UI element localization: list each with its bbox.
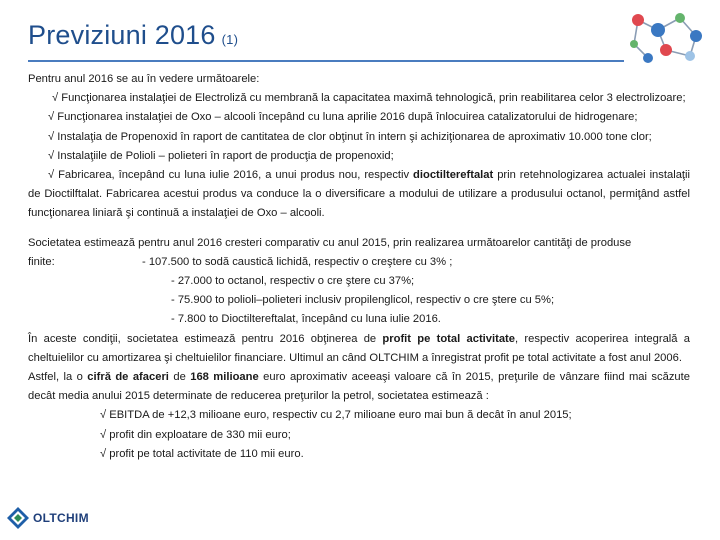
title-text: Previziuni 2016 xyxy=(28,20,216,50)
revenue-bold-2: 168 milioane xyxy=(190,371,259,384)
profit-pre: În aceste condiţii, societatea estimează pentru 2016 obţinerea de xyxy=(28,332,383,345)
result-profit-exploatare: √ profit din exploatare de 330 mii euro; xyxy=(100,428,291,441)
estimates-lead: Societatea estimează pentru anul 2016 cresteri comparativ cu anul 2015, prin realizarea următoarelor cantităţi de produse xyxy=(28,236,632,249)
bullet-dioctiltereftalat-post: prin retehnologizarea actualei instalaţii de Dioctilftalat. Fabricarea acestui produs va conduce la o diversificare a modului de utilizare a produsului octanol, permiţând astfel funcţionarea liniară şi continuă a instalaţiei de Oxo – alcooli. xyxy=(28,169,690,220)
bullet-propenoxid: √ Instalaţia de Propenoxid în raport de cantitatea de clor obţinut în intern şi achiziţionarea de aproximativ 10.000 tone clor; xyxy=(48,130,652,143)
bullet-dioctiltereftalat-bold: dioctiltereftalat xyxy=(413,169,494,182)
page-title xyxy=(28,20,238,51)
estimate-item: - 75.900 to polioli–polieteri inclusiv propilenglicol, respectiv o cre ştere cu 5%; xyxy=(171,294,555,307)
estimate-item: - 107.500 to sodă caustică lichidă, respectiv o creştere cu 3% ; xyxy=(142,255,453,268)
bullet-electroliza: √ Funcţionarea instalaţiei de Electroliză cu membrană la capacitatea maximă tehnologică, prin reabilitarea celor 3 electrolizoare; xyxy=(52,92,686,105)
profit-post: , respectiv acoperirea integrală a cheltuielilor cu amortizarea şi cheltuielilor financiare. Ultimul an când OLTCHIM a înregistrat profit pe total activitate a fost anul 2006. xyxy=(28,332,690,364)
profit-paragraph xyxy=(28,330,690,368)
revenue-bold-1: cifră de afaceri xyxy=(87,371,169,384)
title-superscript: (1) xyxy=(221,32,239,47)
content-body xyxy=(28,70,690,464)
bullet-dioctiltereftalat xyxy=(28,166,690,224)
oltchim-emblem-icon xyxy=(6,506,30,530)
oltchim-logo-text: OLTCHIM xyxy=(33,511,89,525)
oltchim-logo xyxy=(6,506,89,530)
estimate-item: - 7.800 to Dioctiltereftalat, începând cu luna iulie 2016. xyxy=(171,313,441,326)
estimates-label: finite: xyxy=(28,255,55,268)
title-divider xyxy=(28,60,688,62)
result-ebitda: √ EBITDA de +12,3 milioane euro, respectiv cu 2,7 milioane euro mai bun ă decât în anul 2015; xyxy=(100,409,572,422)
profit-bold: profit pe total activitate xyxy=(382,332,516,345)
revenue-pre: Astfel, la o xyxy=(28,371,88,384)
bullet-oxo-alcooli: √ Funcţionarea instalaţiei de Oxo – alcooli începând cu luna aprilie 2016 după înlocuirea catalizatorului de hidrogenare; xyxy=(48,111,638,124)
result-profit-total: √ profit pe total activitate de 110 mii euro. xyxy=(100,447,304,460)
revenue-paragraph xyxy=(28,368,690,406)
molecule-graphic-icon xyxy=(624,4,710,68)
revenue-mid: de xyxy=(168,371,191,384)
revenue-post: euro aproximativ aceeaşi valoare că în 2015, preţurile de vânzare fiind mai scăzute decât media anului 2015 determinate de reducerea preţurilor la petrol, societatea estimează : xyxy=(28,371,690,403)
estimate-row-soda xyxy=(28,253,690,272)
bullet-polioli: √ Instalaţiile de Polioli – polieteri în raport de producţia de propenoxid; xyxy=(48,149,394,162)
estimate-item: - 27.000 to octanol, respectiv o cre ştere cu 37%; xyxy=(171,275,415,288)
intro-text: Pentru anul 2016 se au în vedere următoarele: xyxy=(28,73,260,85)
bullet-dioctiltereftalat-pre: √ Fabricarea, începând cu luna iulie 2016, a unui produs nou, respectiv xyxy=(48,169,414,182)
